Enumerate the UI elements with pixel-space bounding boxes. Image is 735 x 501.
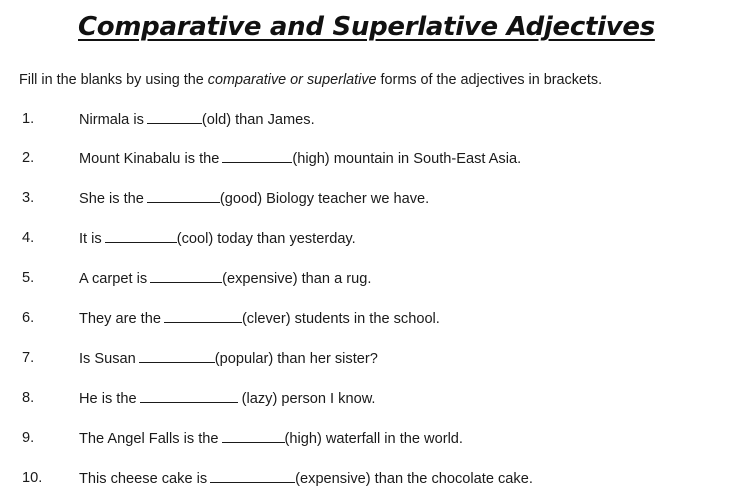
- question-text: [79, 147, 521, 170]
- question-number: 2.: [22, 150, 35, 166]
- question-text: [79, 387, 375, 410]
- answer-blank[interactable]: [210, 467, 295, 483]
- question-text-before: She is the: [79, 191, 144, 207]
- question-text-before: It is: [79, 231, 102, 247]
- answer-blank[interactable]: [222, 427, 285, 443]
- answer-blank[interactable]: [139, 347, 215, 363]
- question-text-after: (clever) students in the school.: [241, 311, 440, 327]
- question-number: 1.: [22, 111, 35, 127]
- question-number: 10.: [22, 470, 43, 486]
- question-text-after: (lazy) person I know.: [237, 391, 376, 407]
- question-number: 7.: [22, 350, 35, 366]
- answer-blank[interactable]: [150, 267, 222, 283]
- answer-blank[interactable]: [140, 387, 238, 403]
- question-text-after: (expensive) than a rug.: [222, 271, 372, 287]
- instruction-emphasis: comparative or superlative: [207, 72, 377, 88]
- question-number: 3.: [22, 190, 35, 206]
- question-text-after: (cool) today than yesterday.: [176, 231, 356, 247]
- question-text-before: Mount Kinabalu is the: [79, 151, 220, 167]
- question-number: 9.: [22, 430, 35, 446]
- answer-blank[interactable]: [147, 108, 202, 124]
- question-text: [79, 467, 533, 490]
- question-number: 6.: [22, 310, 35, 326]
- answer-blank[interactable]: [222, 147, 292, 163]
- answer-blank[interactable]: [164, 307, 242, 323]
- question-text-before: He is the: [79, 391, 137, 407]
- question-text: [79, 347, 378, 370]
- answer-blank[interactable]: [147, 187, 220, 203]
- question-text: [79, 227, 356, 250]
- question-text-after: (old) than James.: [201, 112, 315, 128]
- question-text-before: This cheese cake is: [79, 471, 208, 487]
- worksheet-title: Comparative and Superlative Adjectives: [78, 12, 655, 42]
- question-text: [79, 108, 315, 131]
- question-text-before: A carpet is: [79, 271, 148, 287]
- instruction-text: [19, 72, 602, 88]
- question-text-before: They are the: [79, 311, 161, 327]
- question-number: 8.: [22, 390, 35, 406]
- question-text-after: (high) mountain in South-East Asia.: [292, 151, 522, 167]
- question-text-before: Nirmala is: [79, 112, 144, 128]
- question-text-after: (popular) than her sister?: [214, 351, 378, 367]
- question-text-before: Is Susan: [79, 351, 136, 367]
- question-text-before: The Angel Falls is the: [79, 431, 219, 447]
- question-number: 5.: [22, 270, 35, 286]
- question-text: [79, 187, 429, 210]
- question-text-after: (high) waterfall in the world.: [284, 431, 463, 447]
- question-text-after: (expensive) than the chocolate cake.: [295, 471, 533, 487]
- question-text: [79, 307, 440, 330]
- question-text: [79, 427, 463, 450]
- question-text: [79, 267, 371, 290]
- instruction-after: forms of the adjectives in brackets.: [376, 72, 603, 88]
- question-text-after: (good) Biology teacher we have.: [219, 191, 430, 207]
- instruction-before: Fill in the blanks by using the: [19, 72, 208, 88]
- answer-blank[interactable]: [105, 227, 177, 243]
- question-number: 4.: [22, 230, 35, 246]
